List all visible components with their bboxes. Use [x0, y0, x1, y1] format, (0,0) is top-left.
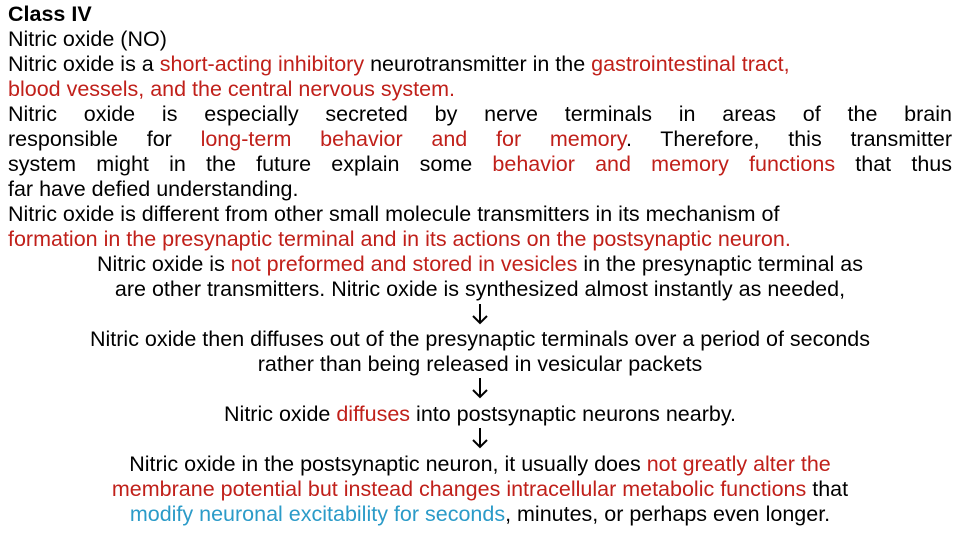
text: , minutes, or perhaps even longer.: [505, 502, 831, 526]
emphasis-text: gastrointestinal tract,: [591, 52, 790, 76]
down-arrow-icon: [465, 427, 495, 449]
text: Nitric oxide is a: [8, 52, 160, 76]
paragraph-6-line-1: [0, 402, 960, 427]
text: system might in the future explain some: [8, 152, 493, 176]
text: . Therefore, this transmitter: [625, 127, 953, 151]
emphasis-text: not preformed and stored in vesicles: [230, 252, 578, 276]
text: that thus: [835, 152, 952, 176]
emphasis-text: long-term behavior and for memory: [200, 127, 626, 151]
emphasis-text: not greatly alter the: [646, 452, 831, 476]
slide-subtitle: Nitric oxide (NO): [8, 27, 167, 51]
paragraph-7-line-3: [0, 502, 960, 527]
text: that: [806, 477, 849, 501]
emphasis-text: diffuses: [336, 402, 411, 426]
paragraph-4-line-1: [0, 252, 960, 277]
paragraph-2-line-4: far have defied understanding.: [8, 177, 299, 201]
slide-title: Class IV: [8, 2, 92, 26]
text: Nitric oxide: [224, 402, 337, 426]
text: in the presynaptic terminal as: [577, 252, 863, 276]
text: into postsynaptic neurons nearby.: [410, 402, 736, 426]
highlight-text: modify neuronal excitability for seconds: [129, 502, 506, 526]
text: Nitric oxide is: [96, 252, 231, 276]
paragraph-4-line-2: are other transmitters. Nitric oxide is synthesized almost instantly as needed,: [114, 277, 846, 301]
emphasis-text: short-acting inhibitory: [159, 52, 365, 76]
paragraph-5-line-2: rather than being released in vesicular packets: [257, 352, 703, 376]
paragraph-7-line-2: [0, 477, 960, 502]
paragraph-2-line-2: [8, 127, 952, 152]
emphasis-text: behavior and memory functions: [492, 152, 836, 176]
paragraph-3-line-2: formation in the presynaptic terminal and in its actions on the postsynaptic neuron.: [8, 227, 791, 251]
text: responsible for: [8, 127, 201, 151]
paragraph-7-line-1: [0, 452, 960, 477]
emphasis-text: membrane potential but instead changes intracellular metabolic functions: [111, 477, 807, 501]
paragraph-1-line-1: [8, 52, 952, 77]
down-arrow-icon: [465, 303, 495, 325]
paragraph-2-line-3: [8, 152, 952, 177]
paragraph-5-line-1: Nitric oxide then diffuses out of the presynaptic terminals over a period of seconds: [90, 327, 870, 351]
paragraph-1-line-2: blood vessels, and the central nervous system.: [8, 77, 455, 101]
text: Nitric oxide in the postsynaptic neuron, it usually does: [129, 452, 647, 476]
paragraph-3-line-1: Nitric oxide is different from other small molecule transmitters in its mechanism of: [8, 202, 780, 226]
paragraph-2-line-1: Nitric oxide is especially secreted by nerve terminals in areas of the brain: [8, 102, 952, 126]
down-arrow-icon: [465, 377, 495, 399]
text: neurotransmitter in the: [364, 52, 592, 76]
